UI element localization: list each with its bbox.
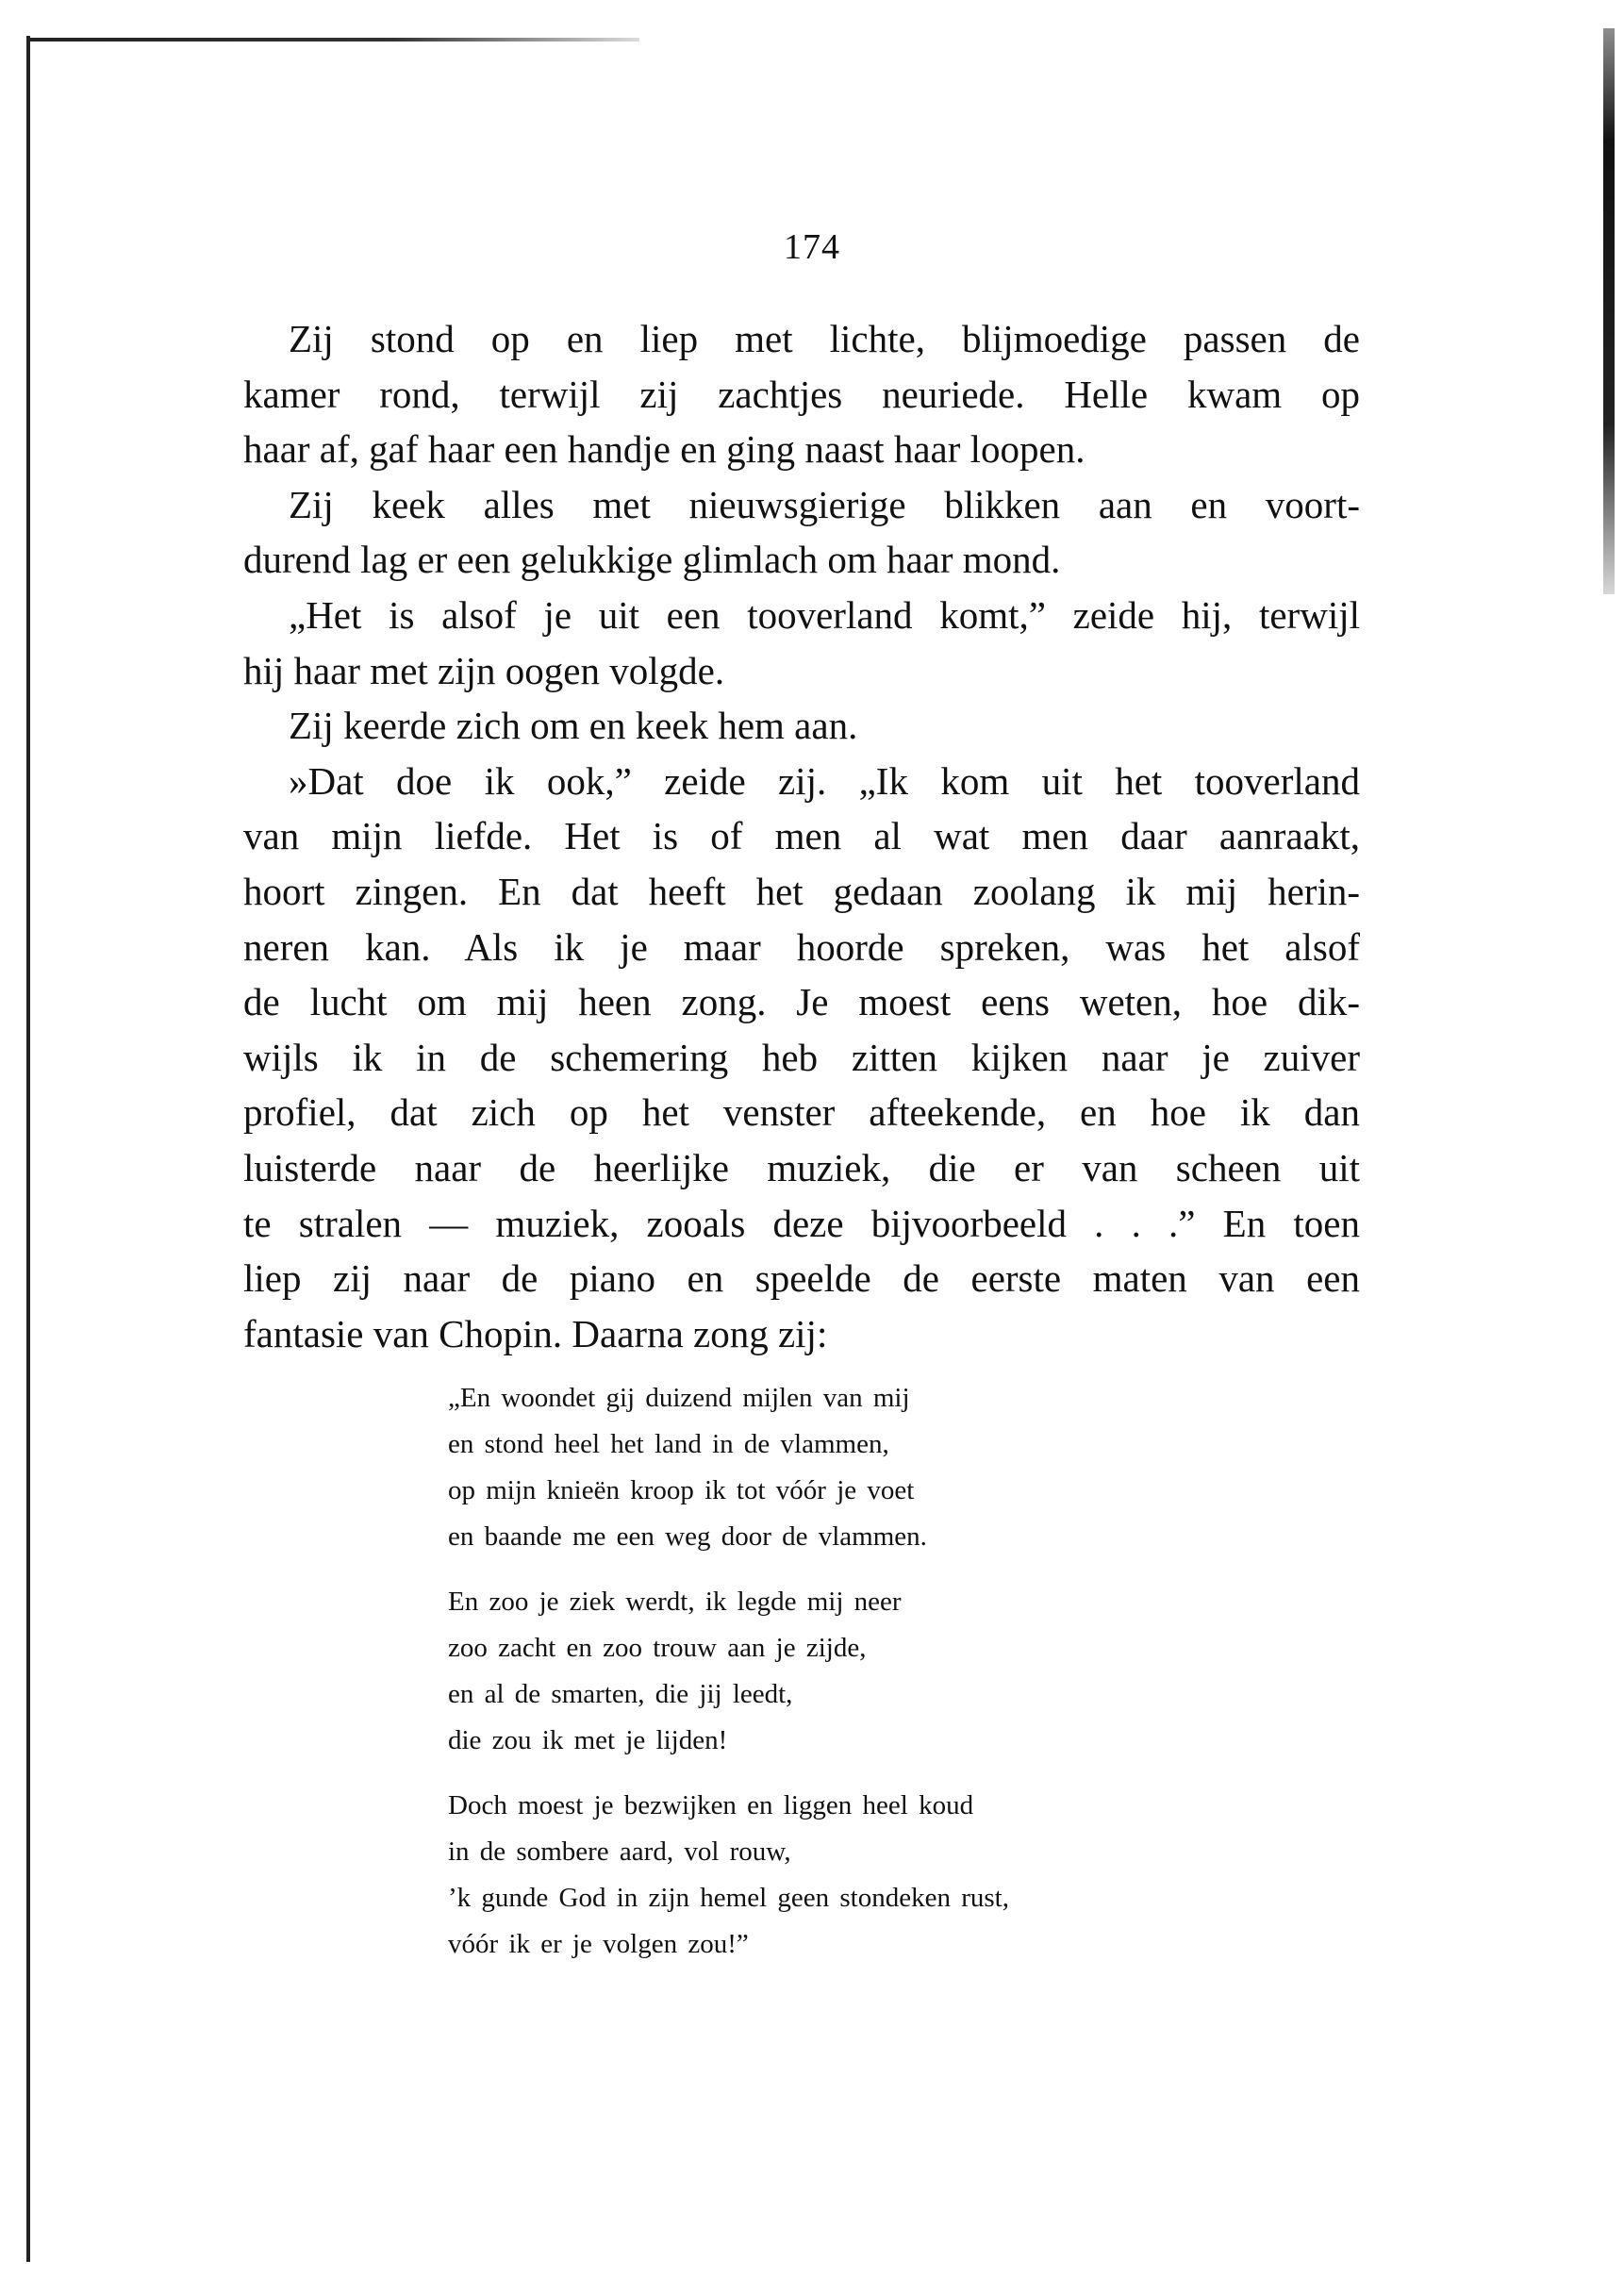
text-line: Zij stond op en liep met lichte, blijmoedige passen de <box>289 317 1360 360</box>
text-line: Zij keek alles met nieuwsgierige blikken aan en voort- <box>289 482 1360 526</box>
poem-line: En zoo je ziek werdt, ik legde mij neer <box>448 1587 902 1617</box>
text-line: neren kan. Als ik je maar hoorde spreken, was het alsof <box>243 924 1360 969</box>
poem-line: en stond heel het land in de vlammen, <box>448 1429 889 1459</box>
text-line: hoort zingen. En dat heeft het gedaan zoolang ik mij herin- <box>243 869 1360 913</box>
poem <box>448 1375 1009 1986</box>
text-line: haar af, gaf haar een handje en ging naast haar loopen. <box>243 427 1085 472</box>
text-line: luisterde naar de heerlijke muziek, die er van scheen uit <box>243 1145 1360 1189</box>
page-number: 174 <box>784 227 840 267</box>
text-line: de lucht om mij heen zong. Je moest eens weten, hoe dik- <box>243 980 1360 1024</box>
poem-line: en al de smarten, die jij leedt, <box>448 1679 793 1709</box>
paragraph <box>243 588 1360 698</box>
poem-line: „En woondet gij duizend mijlen van mij <box>448 1383 910 1413</box>
paragraph <box>243 477 1360 588</box>
text-line: „Het is alsof je uit een tooverland komt,” zeide hij, terwijl <box>289 592 1360 637</box>
poem-line: en baande me een weg door de vlammen. <box>448 1521 927 1552</box>
poem-line: zoo zacht en zoo trouw aan je zijde, <box>448 1633 867 1663</box>
text-line: van mijn liefde. Het is of men al wat men daar aanraakt, <box>243 814 1360 858</box>
scan-page-edge-right <box>1603 28 1615 594</box>
poem-stanza <box>448 1375 1009 1560</box>
body-text <box>243 311 1360 1361</box>
poem-line: Doch moest je bezwijken en liggen heel koud <box>448 1790 974 1820</box>
text-line: Zij keerde zich om en keek hem aan. <box>289 704 858 748</box>
text-line: liep zij naar de piano en speelde de eerste maten van een <box>243 1256 1360 1301</box>
scan-page-edge-left <box>26 36 30 2262</box>
text-line: wijls ik in de schemering heb zitten kijken naar je zuiver <box>243 1035 1360 1079</box>
text-line: durend lag er een gelukkige glimlach om haar mond. <box>243 538 1061 582</box>
poem-stanza <box>448 1783 1009 1968</box>
poem-line: ’k gunde God in zijn hemel geen stondeken rust, <box>448 1883 1009 1913</box>
poem-line: in de sombere aard, vol rouw, <box>448 1837 791 1867</box>
text-line: fantasie van Chopin. Daarna zong zij: <box>243 1311 828 1355</box>
text-line: »Dat doe ik ook,” zeide zij. „Ik kom uit het tooverland <box>289 758 1360 803</box>
text-line: profiel, dat zich op het venster afteekende, en hoe ik dan <box>243 1090 1360 1135</box>
text-line: hij haar met zijn oogen volgde. <box>243 648 725 692</box>
poem-line: die zou ik met je lijden! <box>448 1725 728 1755</box>
scan-page-edge-top <box>26 38 639 42</box>
poem-line: vóór ik er je volgen zou!” <box>448 1929 749 1959</box>
poem-stanza <box>448 1579 1009 1764</box>
paragraph <box>243 311 1360 477</box>
text-line: kamer rond, terwijl zij zachtjes neuriede. Helle kwam op <box>243 372 1360 416</box>
paragraph <box>243 698 1360 754</box>
paragraph <box>243 754 1360 1362</box>
poem-line: op mijn knieën kroop ik tot vóór je voet <box>448 1475 915 1505</box>
text-line: te stralen — muziek, zooals deze bijvoorbeeld . . .” En toen <box>243 1201 1360 1245</box>
